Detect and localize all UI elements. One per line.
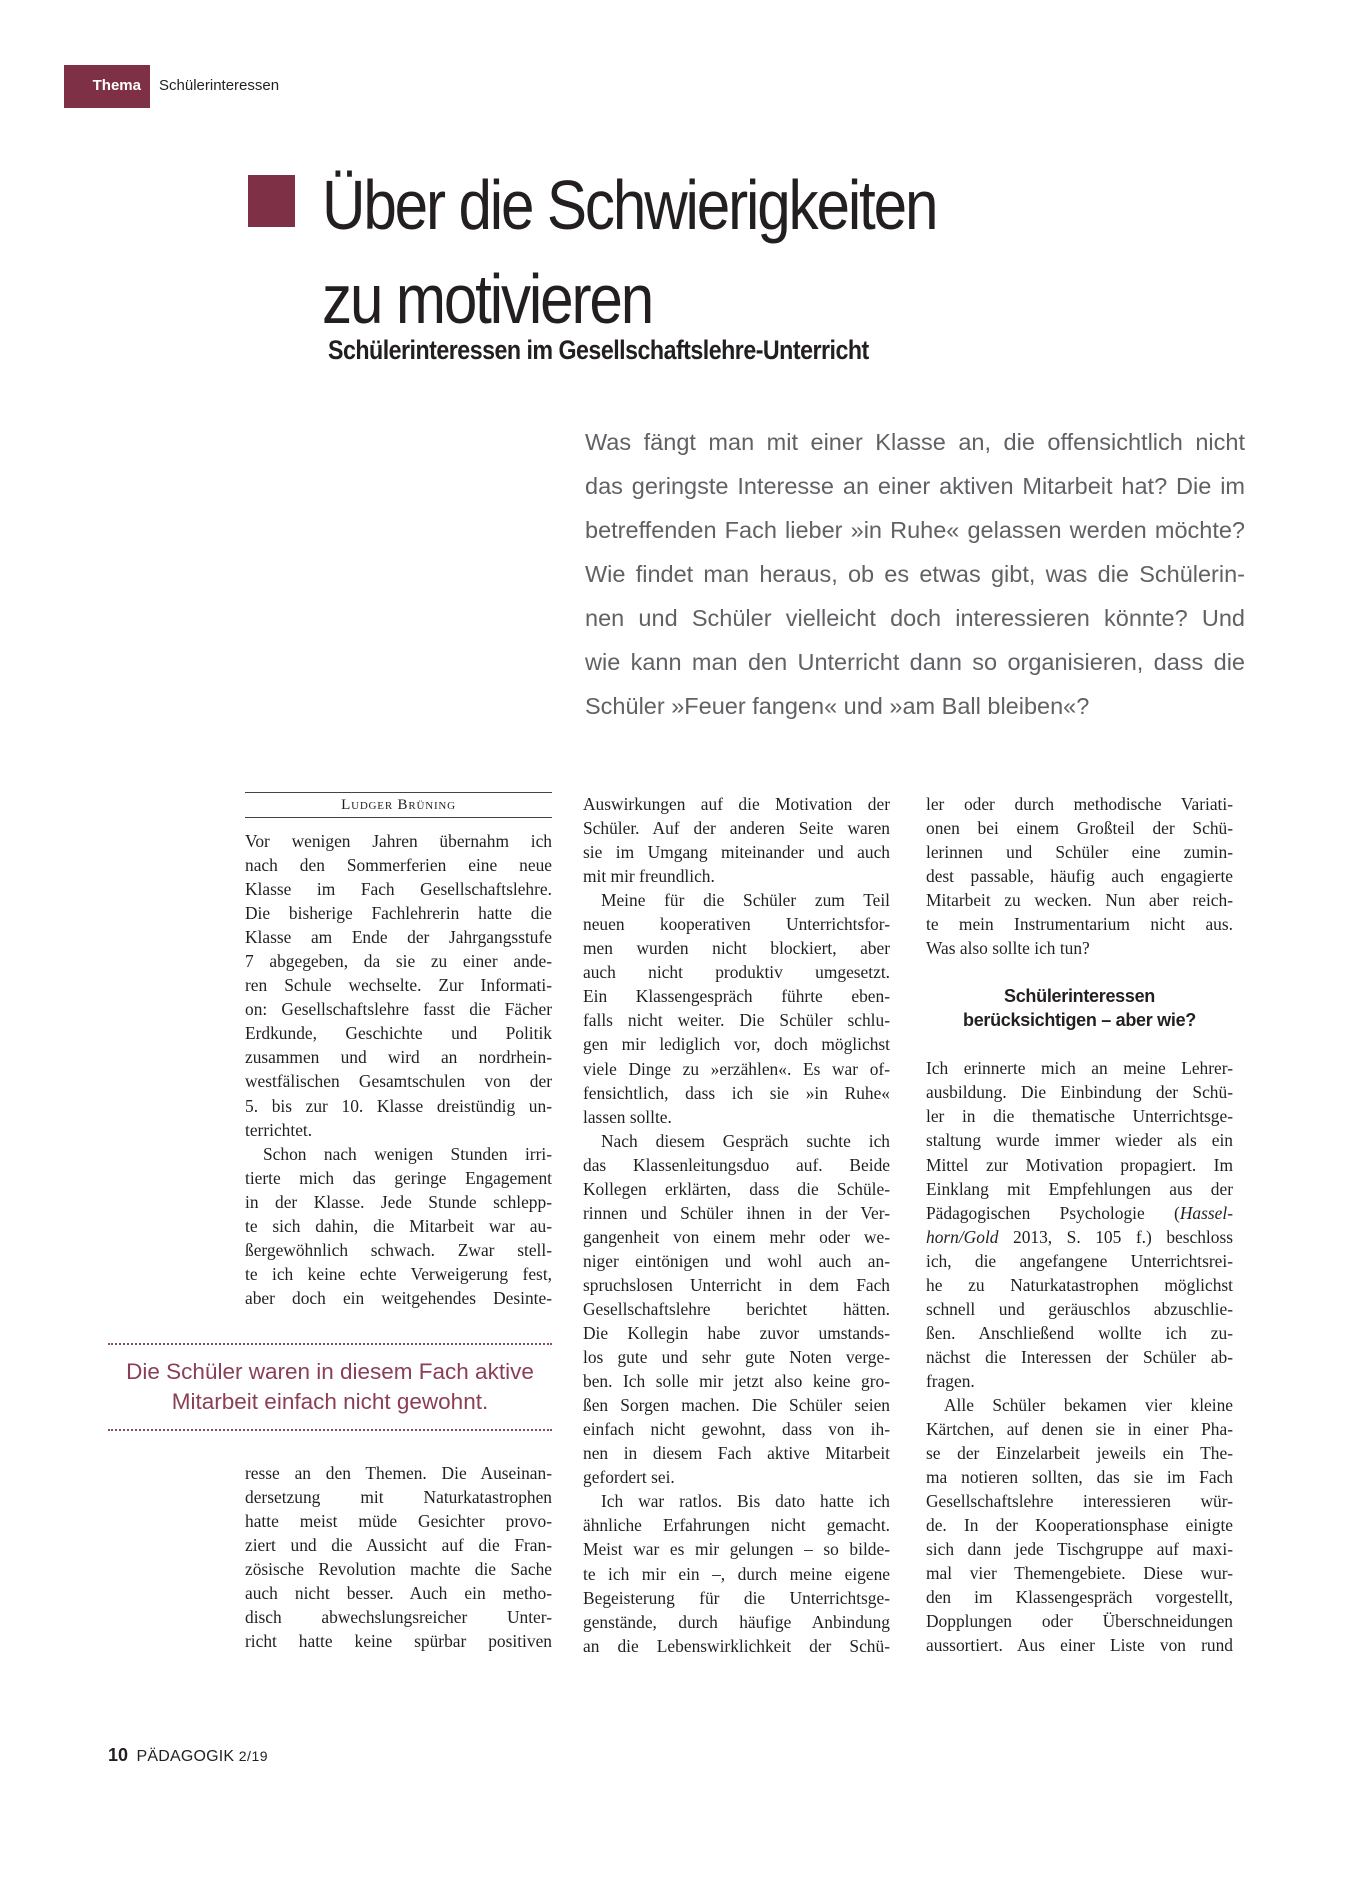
- text-line: ren Schule wechselte. Zur Informati-: [245, 975, 552, 996]
- text-line: 7 abgegeben, da sie zu einer ande-: [245, 951, 552, 972]
- text-line: sie im Umgang miteinander und auch: [583, 842, 890, 863]
- text-line: fragen.: [926, 1370, 975, 1391]
- text-line: Ich war ratlos. Bis dato hatte ich: [601, 1491, 890, 1512]
- lede-line: Wie findet man heraus, ob es etwas gibt, was die Schülerin-: [585, 561, 1245, 587]
- text-line: te ich mir ein –, durch meine eigene: [583, 1563, 890, 1584]
- text-line: Kollegen erklärten, dass die Schüle-: [583, 1178, 890, 1199]
- text-line: de. In der Kooperationsphase einigte: [926, 1515, 1233, 1536]
- text-line: Die Kollegin habe zuvor umstands-: [583, 1323, 890, 1344]
- text-line: ben. Ich solle mir jetzt also keine gro-: [583, 1371, 890, 1392]
- lede-line: Was fängt man mit einer Klasse an, die offensichtlich nicht: [585, 429, 1245, 455]
- text-line: mit mir freundlich.: [583, 866, 715, 887]
- text-line: Gesellschaftslehre interessieren wür-: [926, 1491, 1233, 1512]
- text-line: westfälischen Gesamtschulen von der: [245, 1071, 552, 1092]
- text-line: nach den Sommerferien eine neue: [245, 855, 552, 876]
- text-line: ßen Sorgen machen. Die Schüler seien: [583, 1395, 890, 1416]
- author-byline: Ludger Brüning: [245, 792, 552, 818]
- text-line: Einklang mit Empfehlungen aus der: [926, 1178, 1233, 1199]
- text-line: Gesellschaftslehre berichtet hätten.: [583, 1298, 890, 1319]
- text-line: den im Klassengespräch vorgestellt,: [926, 1587, 1233, 1608]
- section-tag: [64, 65, 150, 108]
- text-line: lerinnen und Schüler eine zumin-: [926, 842, 1233, 863]
- text-line: aussortiert. Aus einer Liste von rund: [926, 1635, 1233, 1656]
- column-1-text: [245, 829, 552, 1310]
- text-line: genstände, durch häufige Anbindung: [583, 1611, 890, 1632]
- text-line: das Klassenleitungsduo auf. Beide: [583, 1154, 890, 1175]
- text-line: Meist war es mir gelungen – so bilde-: [583, 1539, 890, 1560]
- text-line: Ich erinnerte mich an meine Lehrer-: [926, 1058, 1233, 1079]
- text-line: Kärtchen, auf denen sie in einer Pha-: [926, 1419, 1233, 1440]
- text-line: te ich keine echte Verweigerung fest,: [245, 1263, 552, 1284]
- lede-line: das geringste Interesse an einer aktiven Mitarbeit hat? Die im: [585, 473, 1245, 499]
- section-label: Schülerinteressen: [159, 77, 280, 94]
- page-footer: [108, 1745, 268, 1766]
- section-tag-label: Thema: [92, 77, 141, 94]
- text-line: auch nicht besser. Auch ein metho-: [245, 1583, 552, 1604]
- text-line: fensichtlich, dass ich sie »in Ruhe«: [583, 1082, 890, 1103]
- text-line: nen in diesem Fach aktive Mitarbeit: [583, 1443, 890, 1464]
- text-line: nächst die Interessen der Schüler ab-: [926, 1346, 1233, 1367]
- column-1-bottom-text: [245, 1461, 552, 1653]
- text-line: einfach nicht gewohnt, dass von ih-: [583, 1419, 890, 1440]
- text-line: ähnliche Erfahrungen nicht gemacht.: [583, 1515, 890, 1536]
- text-line: ler oder durch methodische Variati-: [926, 794, 1233, 814]
- pull-quote-line: Die Schüler waren in diesem Fach aktive: [126, 1359, 534, 1384]
- text-line: te mein Instrumentarium nicht aus.: [926, 914, 1233, 935]
- text-line: Die bisherige Fachlehrerin hatte die: [245, 903, 552, 924]
- text-line: Meine für die Schüler zum Teil: [601, 890, 890, 911]
- text-line: niger eintönigen und wohl auch an-: [583, 1250, 890, 1271]
- text-line: Mittel zur Motivation propagiert. Im: [926, 1154, 1233, 1175]
- text-line: Klasse am Ende der Jahrgangsstufe: [245, 927, 552, 948]
- text-line: Erdkunde, Geschichte und Politik: [245, 1023, 552, 1044]
- text-line: richt hatte keine spürbar positiven: [245, 1631, 552, 1652]
- magazine-name: PÄDAGOGIK: [136, 1748, 235, 1765]
- text-line: Alle Schüler bekamen vier kleine: [944, 1394, 1233, 1415]
- text-line: gefordert sei.: [583, 1467, 675, 1488]
- text-line: los gute und sehr gute Noten verge-: [583, 1347, 890, 1368]
- text-line: mal vier Themengebiete. Diese wur-: [926, 1563, 1233, 1584]
- text-line: staltung wurde immer wieder als ein: [926, 1130, 1233, 1151]
- title-square-icon: [248, 175, 295, 227]
- text-line: he zu Naturkatastrophen möglichst: [926, 1274, 1233, 1295]
- text-line: 5. bis zur 10. Klasse dreistündig un-: [245, 1095, 552, 1116]
- text-line: Schon nach wenigen Stunden irri-: [263, 1143, 552, 1164]
- section-subheading: [926, 984, 1233, 1032]
- subheading-line-1: Schülerinteressen: [1004, 986, 1155, 1007]
- text-line: horn/Gold 2013, S. 105 f.) beschloss: [926, 1226, 1233, 1247]
- text-line: Klasse im Fach Gesellschaftslehre.: [245, 879, 552, 900]
- column-2-text: [583, 792, 890, 1658]
- pull-quote-line: Mitarbeit einfach nicht gewohnt.: [171, 1389, 489, 1414]
- title-line-2: zu motivieren: [322, 260, 653, 338]
- text-line: se der Einzelarbeit jeweils ein The-: [926, 1443, 1233, 1464]
- text-line: ausbildung. Die Einbindung der Schü-: [926, 1082, 1233, 1103]
- column-1-top: [245, 792, 552, 1310]
- text-line: an die Lebenswirklichkeit der Schü-: [583, 1635, 890, 1656]
- article-subtitle: Schülerinteressen im Gesellschaftslehre-Unterricht: [328, 335, 869, 365]
- text-line: Auswirkungen auf die Motivation der: [583, 794, 890, 814]
- column-3-top-text: [926, 792, 1233, 960]
- text-line: ich, die angefangene Unterrichtsrei-: [926, 1250, 1233, 1271]
- text-line: dersetzung mit Naturkatastrophen: [245, 1487, 552, 1508]
- text-line: Vor wenigen Jahren übernahm ich: [245, 831, 552, 851]
- text-line: neuen kooperativen Unterrichtsfor-: [583, 914, 890, 935]
- text-line: lassen sollte.: [583, 1106, 672, 1127]
- text-line: zusammen und wird an nordrhein-: [245, 1047, 552, 1068]
- column-2: [583, 792, 890, 1658]
- page-number: 10: [108, 1745, 129, 1765]
- text-line: gen mir lediglich vor, doch möglichst: [583, 1034, 890, 1055]
- text-line: rinnen und Schüler ihnen in der Ver-: [583, 1202, 890, 1223]
- column-3-bottom-text: [926, 1056, 1233, 1657]
- text-line: te sich dahin, die Mitarbeit war au-: [245, 1215, 552, 1236]
- title-line-1: Über die Schwierigkeiten: [322, 166, 937, 244]
- subheading-line-2: berücksichtigen – aber wie?: [963, 1010, 1196, 1031]
- lede-line: Schüler »Feuer fangen« und »am Ball bleiben«?: [585, 693, 1090, 719]
- text-line: ßen. Anschließend wollte ich zu-: [926, 1322, 1233, 1343]
- text-line: Ein Klassengespräch führte eben-: [583, 986, 890, 1007]
- text-line: on: Gesellschaftslehre fasst die Fächer: [245, 999, 552, 1020]
- text-line: gangenheit von einem mehr oder we-: [583, 1226, 890, 1247]
- text-line: Pädagogischen Psychologie (Hassel-: [926, 1202, 1233, 1223]
- text-line: ßergewöhnlich schwach. Zwar stell-: [245, 1239, 552, 1260]
- text-line: auch nicht produktiv umgesetzt.: [583, 962, 890, 983]
- text-line: ma notieren sollten, das sie im Fach: [926, 1467, 1233, 1488]
- column-3: [926, 792, 1233, 1658]
- text-line: schnell und geräuschlos abzuschlie-: [926, 1298, 1233, 1319]
- text-line: disch abwechslungsreicher Unter-: [245, 1607, 552, 1628]
- text-line: zösische Revolution machte die Sache: [245, 1559, 552, 1580]
- text-line: viele Dinge zu »erzählen«. Es war of-: [583, 1058, 890, 1079]
- text-line: Was also sollte ich tun?: [926, 938, 1090, 959]
- column-1-bottom: [245, 1461, 552, 1653]
- lede-line: wie kann man den Unterricht dann so organisieren, dass die: [585, 649, 1245, 675]
- text-line: onen bei einem Großteil der Schü-: [926, 818, 1233, 839]
- text-line: tierte mich das geringe Engagement: [245, 1167, 552, 1188]
- text-line: Schüler. Auf der anderen Seite waren: [583, 818, 890, 839]
- text-line: terrichtet.: [245, 1119, 313, 1140]
- text-line: men wurden nicht blockiert, aber: [583, 938, 890, 959]
- lede: [585, 420, 1245, 728]
- text-line: Nach diesem Gespräch suchte ich: [601, 1130, 890, 1151]
- text-line: ziert und die Aussicht auf die Fran-: [245, 1535, 552, 1556]
- text-line: sich dann jede Tischgruppe auf maxi-: [926, 1539, 1233, 1560]
- text-line: dest passable, häufig auch engagierte: [926, 866, 1233, 887]
- text-line: ler in die thematische Unterrichtsge-: [926, 1106, 1233, 1127]
- text-line: falls nicht weiter. Die Schüler schlu-: [583, 1010, 890, 1031]
- text-line: spruchslosen Unterricht in dem Fach: [583, 1274, 890, 1295]
- text-line: in der Klasse. Jede Stunde schlepp-: [245, 1191, 552, 1212]
- text-line: resse an den Themen. Die Auseinan-: [245, 1463, 552, 1483]
- text-line: Begeisterung für die Unterrichtsge-: [583, 1587, 890, 1608]
- article-title: [322, 158, 936, 346]
- lede-line: nen und Schüler vielleicht doch interessieren könnte? Und: [585, 605, 1245, 631]
- text-line: Mitarbeit zu wecken. Nun aber reich-: [926, 890, 1233, 911]
- text-line: aber doch ein weitgehendes Desinte-: [245, 1287, 552, 1308]
- lede-line: betreffenden Fach lieber »in Ruhe« gelassen werden möchte?: [585, 517, 1245, 543]
- issue-number: 2/19: [238, 1748, 269, 1764]
- text-line: hatte meist müde Gesichter provo-: [245, 1511, 552, 1532]
- text-line: Dopplungen oder Überschneidungen: [926, 1611, 1233, 1632]
- pull-quote: [108, 1343, 552, 1431]
